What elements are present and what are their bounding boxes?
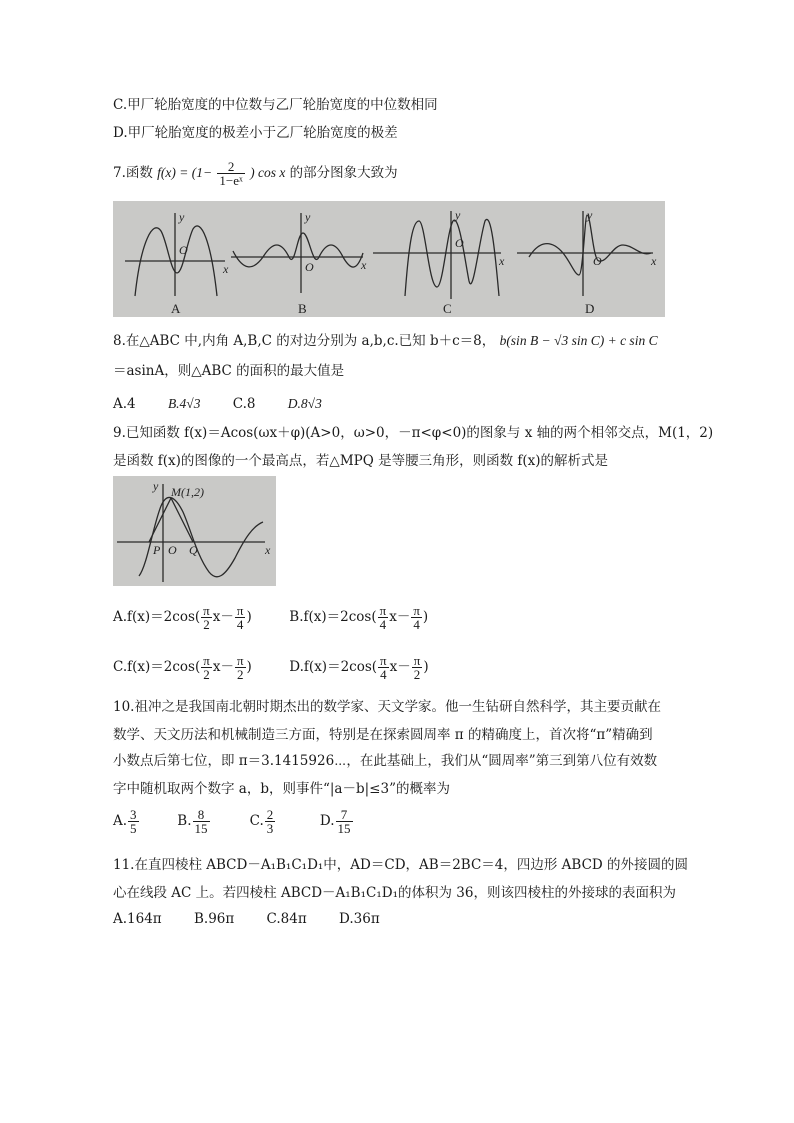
q8-line1 xyxy=(113,332,658,350)
q9-b-frac2-den: 4 xyxy=(413,617,420,632)
q9-a-prefix: A.f(x)＝2cos( xyxy=(113,609,201,625)
q8-option-a: A.4 xyxy=(113,396,136,412)
q9-b-frac1-den: 4 xyxy=(379,617,387,632)
q7-label-b: B xyxy=(298,301,307,316)
q9-o-label: O xyxy=(168,543,177,557)
q10-option-a xyxy=(113,808,173,835)
q7-a-y-label: y xyxy=(179,210,185,224)
q7-d-origin: O xyxy=(593,254,602,268)
q9-c-prefix: C.f(x)＝2cos( xyxy=(113,659,201,675)
q9-a-frac1-num: π xyxy=(203,603,210,618)
q9-p-label: P xyxy=(153,543,161,557)
q9-d-frac1-den: 4 xyxy=(380,667,387,682)
q9-option-c xyxy=(113,654,285,681)
q10-b-label: B. xyxy=(177,813,192,829)
q9-d-mid: x－ xyxy=(389,659,411,675)
q9-d-prefix: D.f(x)＝2cos( xyxy=(289,659,378,675)
q9-a-frac1 xyxy=(201,604,212,631)
q7-d-y-label: y xyxy=(587,208,593,222)
q7-label-c: C xyxy=(443,301,452,316)
q9-a-frac2-den: 4 xyxy=(236,617,244,632)
q9-option-b xyxy=(289,603,429,632)
q9-b-prefix: B.f(x)＝2cos( xyxy=(289,609,377,625)
q9-d-frac1 xyxy=(378,654,389,681)
q9-d-frac2-den: 2 xyxy=(413,667,421,682)
q7-formula-right: ) cos x xyxy=(250,165,286,180)
q9-c-frac2 xyxy=(235,654,246,681)
q9-d-suffix: ) xyxy=(423,659,429,675)
q8-option-b: B.4√3 xyxy=(167,396,201,411)
q10-line2: 数学、天文历法和机械制造三方面，特别是在探索圆周率 π 的精确度上，首次将“π”精确到 xyxy=(113,727,653,743)
q10-a-den: 5 xyxy=(130,821,137,836)
q7-d-x-label: x xyxy=(651,254,657,268)
q10-a-frac xyxy=(128,808,139,835)
q9-option-a xyxy=(113,604,285,631)
q9-graph-svg xyxy=(113,476,276,586)
q10-line3: 小数点后第七位，即 π＝3.1415926⋯，在此基础上，我们从“圆周率”第三到第八位有效数 xyxy=(113,753,658,769)
q7-fraction xyxy=(217,160,244,187)
q7-label-d: D xyxy=(585,301,595,316)
q8-option-c: C.8 xyxy=(232,396,256,412)
q10-option-b xyxy=(177,808,245,835)
q10-a-num: 3 xyxy=(130,807,137,822)
q10-c-num: 2 xyxy=(266,807,274,822)
q9-c-suffix: ) xyxy=(246,659,252,675)
q9-d-frac1-num: π xyxy=(380,653,387,668)
q9-q-label: Q xyxy=(189,543,198,557)
q7-b-y-label: y xyxy=(305,210,311,224)
q9-a-mid: x－ xyxy=(212,609,234,625)
q11-option-b: B.96π xyxy=(193,911,235,927)
q7-graphs-photo xyxy=(113,201,665,317)
q6-option-c: C.甲厂轮胎宽度的中位数与乙厂轮胎宽度的中位数相同 xyxy=(113,97,438,113)
q9-c-frac1-den: 2 xyxy=(203,667,210,682)
q11-options xyxy=(113,910,408,928)
q10-d-label: D. xyxy=(319,813,335,829)
q7-graphs-svg xyxy=(113,201,665,317)
q10-b-den: 15 xyxy=(194,821,208,836)
q10-d-num: 7 xyxy=(336,808,353,822)
q9-a-frac2 xyxy=(235,604,246,631)
q8-formula: b(sin B − √3 sin C) + c sin C xyxy=(499,333,658,348)
q9-m-label: M(1,2) xyxy=(171,485,204,499)
q7-stem xyxy=(113,160,398,187)
q9-b-frac1 xyxy=(378,604,389,631)
q10-d-frac xyxy=(336,808,353,835)
q9-a-frac2-num: π xyxy=(236,603,244,618)
q11-option-c: C.84π xyxy=(266,911,307,927)
q9-a-suffix: ) xyxy=(246,609,252,625)
q10-line1: 10.祖冲之是我国南北朝时期杰出的数学家、天文学家。他一生钻研自然科学，其主要贡献在 xyxy=(113,699,661,715)
q9-x-label: x xyxy=(265,543,271,557)
q7-a-origin: O xyxy=(179,243,188,257)
q8-options xyxy=(113,395,350,413)
q11-option-a: A.164π xyxy=(113,911,162,927)
q9-b-frac2 xyxy=(411,604,422,631)
q11-option-d: D.36π xyxy=(339,911,380,927)
q8-line2: ＝asinA，则△ABC 的面积的最大值是 xyxy=(113,363,345,379)
q7-frac-num: 2 xyxy=(217,160,244,174)
q9-b-frac1-num: π xyxy=(379,603,387,618)
q9-b-mid: x－ xyxy=(389,609,411,625)
q7-b-x-label: x xyxy=(361,258,367,272)
q9-option-d xyxy=(289,653,429,682)
q7-c-x-label: x xyxy=(499,254,505,268)
q7-label-a: A xyxy=(171,301,181,316)
q10-c-label: C. xyxy=(249,813,264,829)
q9-c-frac2-num: π xyxy=(236,653,244,668)
q9-c-frac2-den: 2 xyxy=(237,667,244,682)
q8-option-d: D.8√3 xyxy=(287,396,322,411)
q10-c-frac xyxy=(265,808,276,835)
q7-prefix: 7.函数 xyxy=(113,165,158,181)
q9-c-mid: x－ xyxy=(212,659,234,675)
q9-c-frac1 xyxy=(201,654,212,681)
q9-b-suffix: ) xyxy=(422,609,429,625)
q9-graph-photo xyxy=(113,476,276,586)
q9-c-frac1-num: π xyxy=(203,653,210,668)
q7-a-x-label: x xyxy=(223,262,229,276)
q10-line4: 字中随机取两个数字 a，b，则事件“|a－b|≤3”的概率为 xyxy=(113,781,450,797)
q10-a-label: A. xyxy=(113,813,128,829)
q7-c-y-label: y xyxy=(455,208,461,222)
q11-line1: 11.在直四棱柱 ABCD－A₁B₁C₁D₁中，AD＝CD，AB＝2BC＝4，四边形 ABCD 的外接圆的圆 xyxy=(113,857,689,873)
q9-b-frac2-num: π xyxy=(413,603,420,618)
q6-option-d: D.甲厂轮胎宽度的极差小于乙厂轮胎宽度的极差 xyxy=(113,125,398,141)
q7-formula-left: f(x) = (1− xyxy=(157,165,213,180)
q9-line2: 是函数 f(x)的图像的一个最高点，若△MPQ 是等腰三角形，则函数 f(x)的解析式是 xyxy=(113,453,609,469)
q8-prefix: 8.在△ABC 中,内角 A,B,C 的对边分别为 a,b,c.已知 b＋c＝8， xyxy=(113,333,496,349)
q7-c-origin: O xyxy=(455,236,464,250)
q10-b-frac xyxy=(193,808,210,835)
q11-line2: 心在线段 AC 上。若四棱柱 ABCD－A₁B₁C₁D₁的体积为 36，则该四棱柱的外接球的表面积为 xyxy=(113,885,676,901)
q9-d-frac2 xyxy=(412,654,423,681)
q7-suffix: 的部分图象大致为 xyxy=(289,165,398,181)
q9-line1: 9.已知函数 f(x)＝Acos(ωx＋φ)(A>0，ω>0，－π<φ<0)的图象与 x 轴的两个相邻交点，M(1，2) xyxy=(113,425,714,441)
q7-b-origin: O xyxy=(305,260,314,274)
q9-options-row2 xyxy=(113,654,429,681)
q9-options-row1 xyxy=(113,604,428,631)
q10-b-num: 8 xyxy=(193,808,210,822)
q10-options xyxy=(113,808,354,835)
q7-frac-den: 1−eˣ xyxy=(219,173,243,188)
q10-option-d xyxy=(319,807,354,836)
q9-a-frac1-den: 2 xyxy=(203,617,210,632)
q10-d-den: 15 xyxy=(337,821,351,836)
q9-y-label: y xyxy=(153,479,159,493)
q10-option-c xyxy=(250,808,316,835)
q10-c-den: 3 xyxy=(266,821,274,836)
q9-d-frac2-num: π xyxy=(413,653,421,668)
